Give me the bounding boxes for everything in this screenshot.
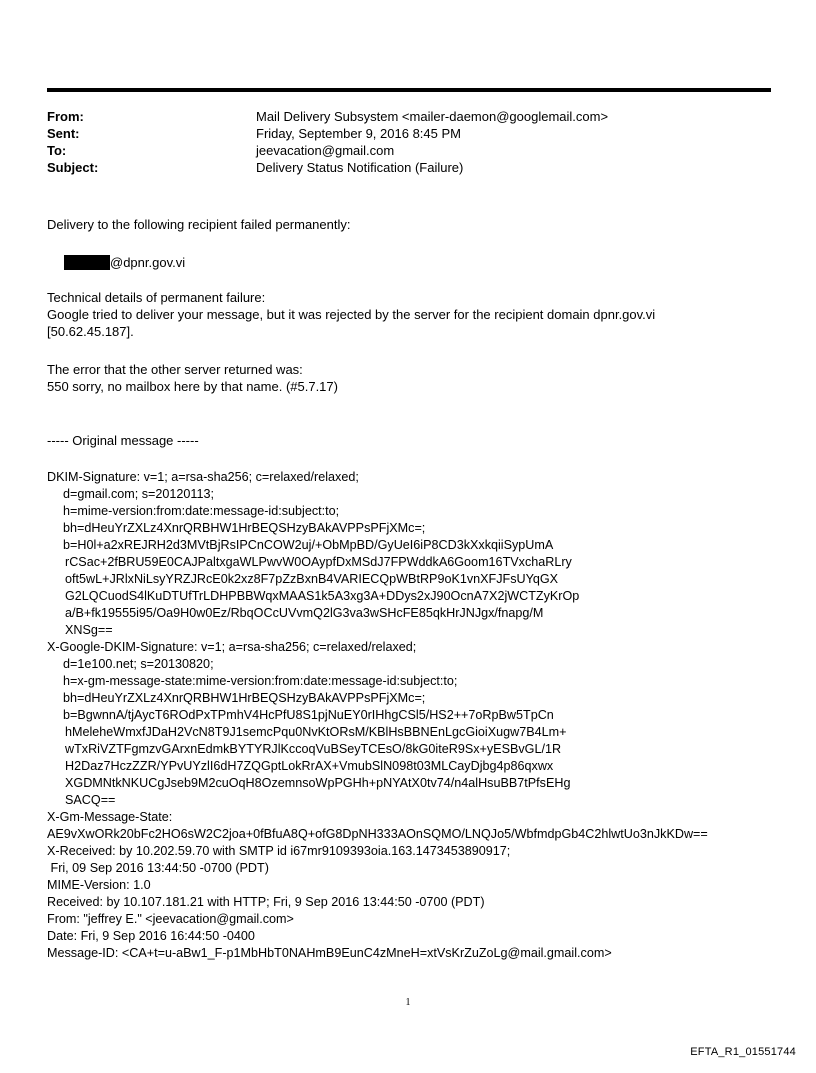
to-row [47, 142, 771, 159]
error-heading: The error that the other server returned was: [47, 362, 303, 377]
header-line: rCSac+2fBRU59E0CAJPaltxgaWLPwvW0OAypfDxMSdJ7FPWddkA6Goom16TVxchaRLry [65, 555, 572, 569]
tech-line: Google tried to deliver your message, but it was rejected by the server for the recipient domain dpnr.gov.vi [47, 307, 656, 322]
to-value: jeevacation@gmail.com [256, 143, 395, 158]
original-message-marker: ----- Original message ----- [47, 433, 199, 448]
sent-row [47, 125, 771, 142]
header-line: DKIM-Signature: v=1; a=rsa-sha256; c=relaxed/relaxed; [47, 470, 359, 484]
from-value: Mail Delivery Subsystem <mailer-daemon@googlemail.com> [256, 109, 609, 124]
redaction-block [64, 255, 110, 270]
header-line: SACQ== [65, 793, 116, 807]
header-line: bh=dHeuYrZXLz4XnrQRBHW1HrBEQSHzyBAkAVPPsPFjXMc=; [63, 521, 426, 535]
header-line: MIME-Version: 1.0 [47, 878, 151, 892]
header-line: Date: Fri, 9 Sep 2016 16:44:50 -0400 [47, 929, 255, 943]
tech-heading: Technical details of permanent failure: [47, 290, 266, 305]
technical-details [47, 289, 787, 340]
header-line: From: "jeffrey E." <jeevacation@gmail.com> [47, 912, 294, 926]
page-number: 1 [405, 997, 411, 1008]
header-line: AE9vXwORk20bFc2HO6sW2C2joa+0fBfuA8Q+ofG8DpNH333AOnSQMO/LNQJo5/WbfmdpGb4C2hlwtUo3nJkKDw== [47, 827, 708, 841]
header-line: a/B+fk19555i95/Oa9H0w0Ez/RbqOCcUVvmQ2lG3va3wSHcFE85qkHrJNJgx/fnapg/M [65, 606, 544, 620]
header-line: X-Google-DKIM-Signature: v=1; a=rsa-sha256; c=relaxed/relaxed; [47, 640, 417, 654]
header-line: b=BgwnnA/tjAycT6ROdPxTPmhV4HcPfU8S1pjNuEY0rIHhgCSl5/HS2++7oRpBw5TpCn [63, 708, 554, 722]
header-line: d=1e100.net; s=20130820; [63, 657, 214, 671]
header-line: X-Received: by 10.202.59.70 with SMTP id i67mr9109393oia.163.1473453890917; [47, 844, 511, 858]
header-line: oft5wL+JRlxNiLsyYRZJRcE0k2xz8F7pZzBxnB4VARIECQpWBtRP9oK1vnXFJFsUYqGX [65, 572, 559, 586]
tech-line: [50.62.45.187]. [47, 324, 134, 339]
header-line: b=H0l+a2xREJRH2d3MVtBjRsIPCnCOW2uj/+ObMpBD/GyUeI6iP8CD3kXxkqiiSypUmA [63, 538, 554, 552]
from-label: From: [47, 109, 84, 124]
from-row [47, 108, 771, 125]
subject-label: Subject: [47, 160, 99, 175]
header-line: X-Gm-Message-State: [47, 810, 173, 824]
bates-number: EFTA_R1_01551744 [690, 1046, 796, 1058]
header-line: h=mime-version:from:date:message-id:subject:to; [63, 504, 340, 518]
error-details [47, 361, 787, 395]
header-line: h=x-gm-message-state:mime-version:from:date:message-id:subject:to; [63, 674, 458, 688]
header-line: d=gmail.com; s=20120113; [63, 487, 214, 501]
header-line: XNSg== [65, 623, 113, 637]
header-line: hMeleheWmxfJDaH2VcN8T9J1semcPqu0NvKtORsM/KBlHsBBNEnLgcGioiXugw7B4Lm+ [65, 725, 567, 739]
subject-row [47, 159, 771, 176]
to-label: To: [47, 143, 67, 158]
header-line: Received: by 10.107.181.21 with HTTP; Fri, 9 Sep 2016 13:44:50 -0700 (PDT) [47, 895, 485, 909]
sent-label: Sent: [47, 126, 80, 141]
header-line: Message-ID: <CA+t=u-aBw1_F-p1MbHbT0NAHmB9EunC4zMneH=xtVsKrZuZoLg@mail.gmail.com> [47, 946, 612, 960]
header-line: G2LQCuodS4lKuDTUfTrLDHPBBWqxMAAS1k5A3xg3A+DDys2xJ90OcnA7X2jWCTZyKrOp [65, 589, 580, 603]
header-line: H2Daz7HczZZR/YPvUYzlI6dH7ZQGptLokRrAX+VmubSlN098t03MLCayDjbg4p86qxwx [65, 759, 554, 773]
header-line: Fri, 09 Sep 2016 13:44:50 -0700 (PDT) [47, 861, 269, 875]
failed-recipient [64, 254, 185, 271]
header-line: bh=dHeuYrZXLz4XnrQRBHW1HrBEQSHzyBAkAVPPsPFjXMc=; [63, 691, 426, 705]
header-rule [47, 88, 771, 92]
header-line: wTxRiVZTFgmzvGArxnEdmkBYTYRJlKccoqVuBSeyTCEsO/8kG0iteR9Sx+yESBvGL/1R [65, 742, 562, 756]
header-line: XGDMNtkNKUCgJseb9M2cuOqH8OzemnsoWpPGHh+pNYAtX0tv74/n4alHsuBB7tPfsEHg [65, 776, 571, 790]
original-message-headers [47, 469, 787, 962]
subject-value: Delivery Status Notification (Failure) [256, 160, 464, 175]
email-header [47, 108, 771, 176]
error-line: 550 sorry, no mailbox here by that name. (#5.7.17) [47, 379, 338, 394]
sent-value: Friday, September 9, 2016 8:45 PM [256, 126, 461, 141]
failure-intro: Delivery to the following recipient failed permanently: [47, 217, 351, 232]
recipient-domain: @dpnr.gov.vi [110, 255, 186, 270]
